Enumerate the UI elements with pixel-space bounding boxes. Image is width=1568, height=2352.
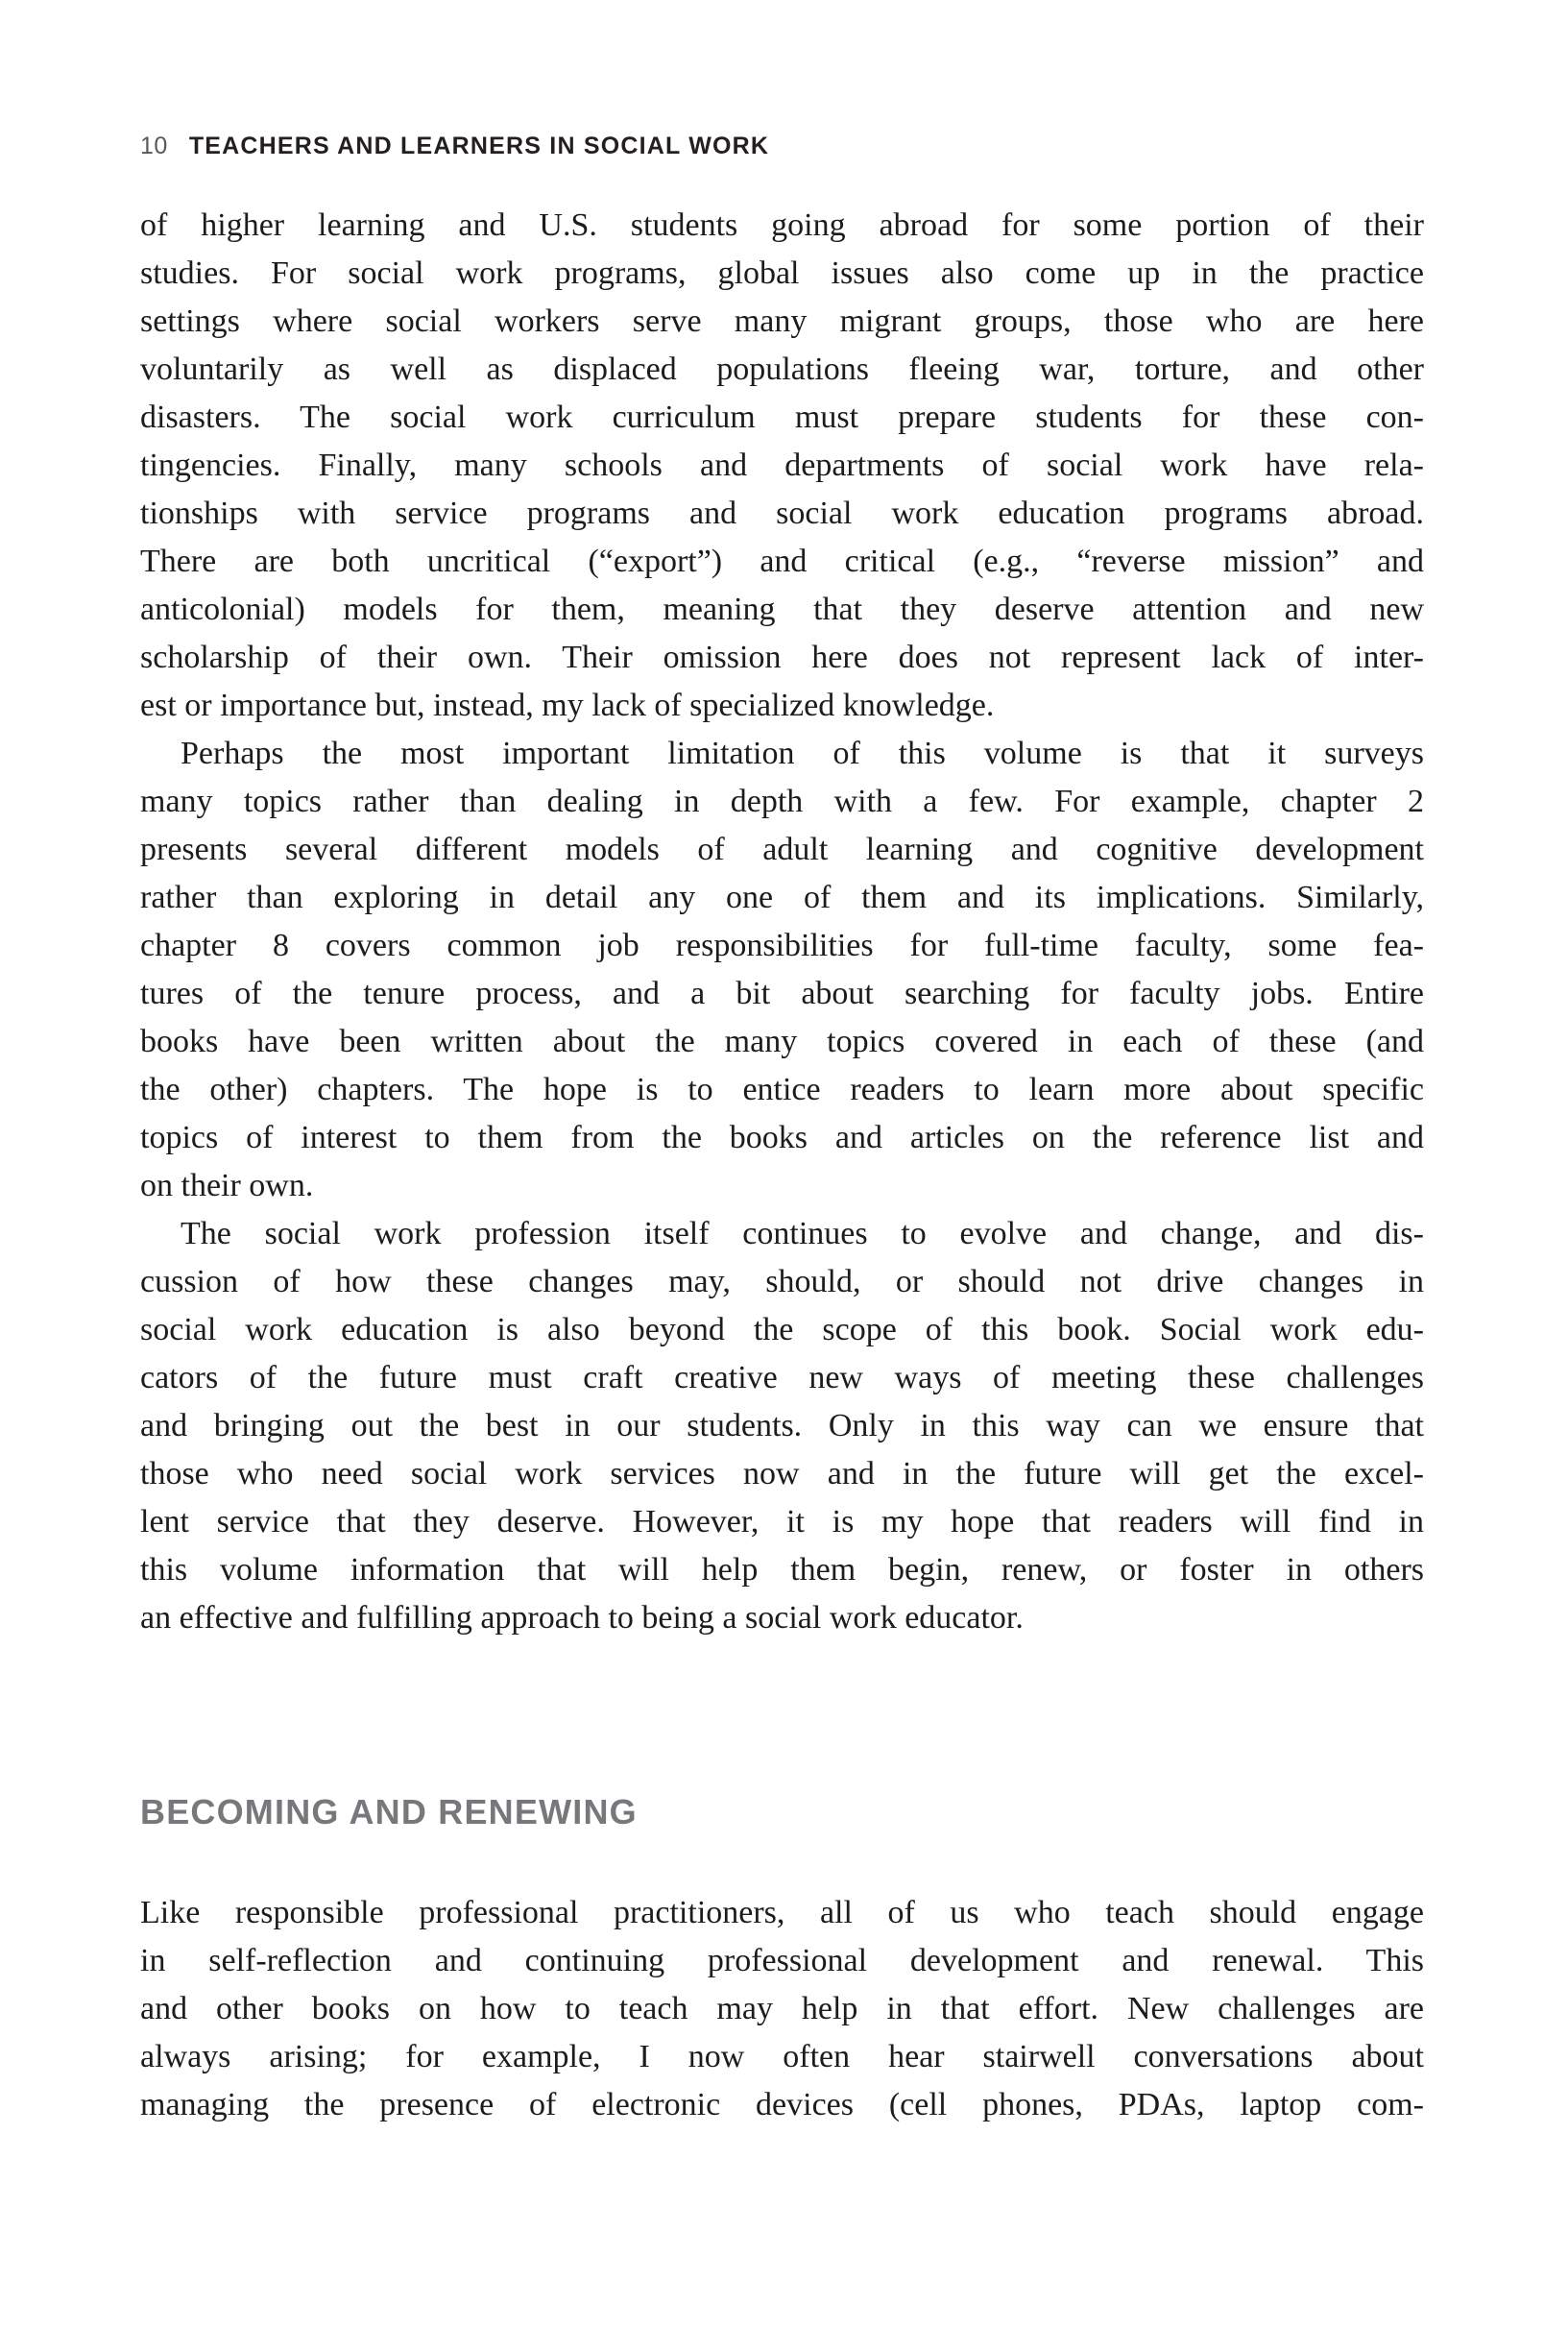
- text-line: lent service that they deserve. However, it is my hope that readers will find in: [140, 1504, 1424, 1540]
- text-line: this volume information that will help them begin, renew, or foster in others: [140, 1552, 1424, 1588]
- text-line: Like responsible professional practitioners, all of us who teach should engage: [140, 1895, 1424, 1930]
- text-line: chapter 8 covers common job responsibilities for full-time faculty, some fea-: [140, 928, 1424, 963]
- text-line: and bringing out the best in our students. Only in this way can we ensure that: [140, 1408, 1424, 1443]
- section-heading: BECOMING AND RENEWING: [140, 1792, 638, 1831]
- text-line: always arising; for example, I now often hear stairwell conversations about: [140, 2039, 1424, 2074]
- text-line: Perhaps the most important limitation of this volume is that it surveys: [181, 736, 1424, 771]
- paragraph: [140, 1889, 1424, 2129]
- text-line: an effective and fulfilling approach to being a social work educator.: [140, 1600, 1024, 1636]
- text-line: on their own.: [140, 1168, 314, 1203]
- text-line: studies. For social work programs, global issues also come up in the practice: [140, 255, 1424, 291]
- text-line: There are both uncritical (“export”) and critical (e.g., “reverse mission” and: [140, 544, 1424, 579]
- text-line: cators of the future must craft creative new ways of meeting these challenges: [140, 1360, 1424, 1395]
- text-line: managing the presence of electronic devices (cell phones, PDAs, laptop com-: [140, 2087, 1424, 2122]
- running-title: TEACHERS AND LEARNERS IN SOCIAL WORK: [188, 133, 770, 159]
- body-text: [140, 202, 1424, 1642]
- text-line: est or importance but, instead, my lack of specialized knowledge.: [140, 688, 995, 723]
- text-line: The social work profession itself continues to evolve and change, and dis-: [181, 1216, 1424, 1251]
- text-line: many topics rather than dealing in depth with a few. For example, chapter 2: [140, 784, 1424, 819]
- page-number: 10: [140, 133, 168, 159]
- text-line: the other) chapters. The hope is to entice readers to learn more about specific: [140, 1072, 1424, 1107]
- paragraph: [140, 202, 1424, 730]
- running-header: [140, 132, 1424, 160]
- text-line: presents several different models of adult learning and cognitive development: [140, 832, 1424, 867]
- text-line: and other books on how to teach may help in that effort. New challenges are: [140, 1991, 1424, 2026]
- text-line: tingencies. Finally, many schools and departments of social work have rela-: [140, 448, 1424, 483]
- text-line: rather than exploring in detail any one of them and its implications. Similarly,: [140, 880, 1424, 915]
- text-line: of higher learning and U.S. students going abroad for some portion of their: [140, 207, 1424, 243]
- text-line: social work education is also beyond the scope of this book. Social work edu-: [140, 1312, 1424, 1347]
- text-line: disasters. The social work curriculum must prepare students for these con-: [140, 400, 1424, 435]
- text-line: topics of interest to them from the books and articles on the reference list and: [140, 1120, 1424, 1155]
- text-line: voluntarily as well as displaced populations fleeing war, torture, and other: [140, 352, 1424, 387]
- section-body-text: [140, 1889, 1424, 2129]
- text-line: tionships with service programs and social work education programs abroad.: [140, 496, 1424, 531]
- text-line: books have been written about the many topics covered in each of these (and: [140, 1024, 1424, 1059]
- page-content: [140, 132, 1424, 2129]
- text-line: in self-reflection and continuing professional development and renewal. This: [140, 1943, 1424, 1978]
- text-line: anticolonial) models for them, meaning that they deserve attention and new: [140, 592, 1424, 627]
- paragraph: [140, 730, 1424, 1210]
- text-line: those who need social work services now and in the future will get the excel-: [140, 1456, 1424, 1491]
- text-line: tures of the tenure process, and a bit about searching for faculty jobs. Entire: [140, 976, 1424, 1011]
- paragraph: [140, 1210, 1424, 1642]
- text-line: settings where social workers serve many migrant groups, those who are here: [140, 303, 1424, 339]
- text-line: cussion of how these changes may, should, or should not drive changes in: [140, 1264, 1424, 1299]
- text-line: scholarship of their own. Their omission here does not represent lack of inter-: [140, 640, 1424, 675]
